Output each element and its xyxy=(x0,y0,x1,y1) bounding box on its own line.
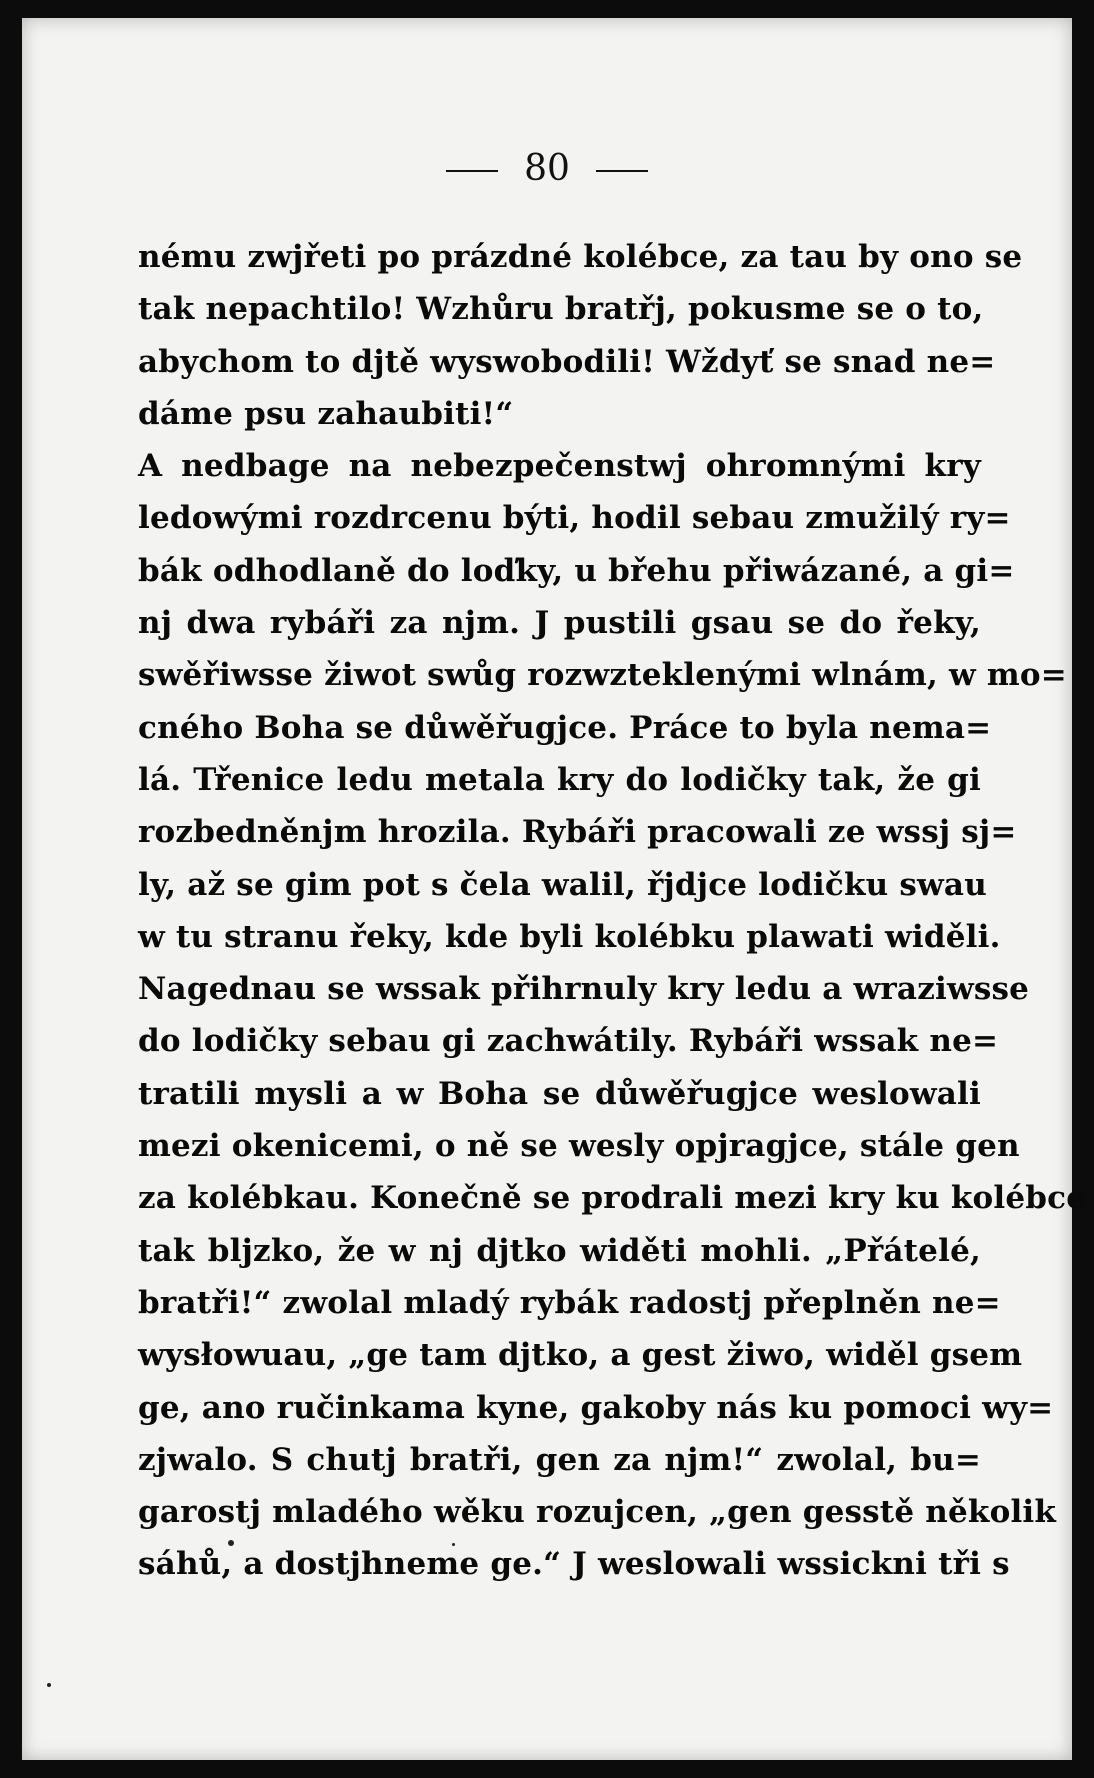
text-line: wysłowuau, „ge tam djtko, a gest žiwo, widěl gsem xyxy=(138,1337,1023,1374)
text-line: Nagednau se wssak přihrnuly kry ledu a wraziwsse xyxy=(138,971,1030,1008)
book-page xyxy=(22,18,1087,1760)
text-line: garostj mladého wěku rozujcen, „gen gesstě několik xyxy=(138,1494,1057,1531)
page-header xyxy=(22,148,1072,189)
text-line: nému zwjřeti po prázdné kolébce, za tau by ono se xyxy=(138,239,1023,275)
text-line: za kolébkau. Konečně se prodrali mezi kry ku kolébce xyxy=(138,1180,1087,1217)
text-line: cného Boha se důwěřugjce. Práce to byla nema= xyxy=(138,709,992,746)
page-number: 80 xyxy=(524,148,570,189)
text-line: abychom to djtě wyswobodili! Wždyť se snad ne= xyxy=(138,343,996,380)
text-line: sáhů, a dostjhneme ge.“ J weslowali wssickni tři s xyxy=(138,1546,1010,1583)
text-line: do lodičky sebau gi zachwátily. Rybáři wssak ne= xyxy=(138,1023,999,1060)
text-line: A nedbage na nebezpečenstwj ohromnými kry xyxy=(138,448,981,485)
header-dash-left xyxy=(446,170,498,172)
page-text xyxy=(138,231,1087,1591)
text-line: zjwalo. S chutj bratři, gen za njm!“ zwolal, bu= xyxy=(138,1441,981,1478)
text-line: swěřiwsse žiwot swůg rozwzteklenými wlnám, w mo= xyxy=(138,657,1067,694)
text-line: tratili mysli a w Boha se důwěřugjce weslowali xyxy=(138,1075,981,1112)
text-line: bák odhodlaně do loďky, u břehu přiwázané, a gi= xyxy=(138,552,1015,589)
text-line: dáme psu zahaubiti!“ xyxy=(138,395,514,432)
speck xyxy=(47,1683,51,1687)
text-line: ge, ano ručinkama kyne, gakoby nás ku pomoci wy= xyxy=(138,1389,1054,1426)
text-line: bratři!“ zwolal mladý rybák radostj přeplněn ne= xyxy=(138,1284,1001,1321)
text-line: nj dwa rybáři za njm. J pustili gsau se do řeky, xyxy=(138,605,981,642)
text-line: ly, až se gim pot s čela walil, řjdjce lodičku swau xyxy=(138,866,987,903)
text-line: tak bljzko, že w nj djtko widěti mohli. „Přátelé, xyxy=(138,1232,981,1269)
text-line: ledowými rozdrcenu býti, hodil sebau zmužilý ry= xyxy=(138,500,1011,537)
text-line: tak nepachtilo! Wzhůru bratřj, pokusme se o to, xyxy=(138,291,984,328)
speck xyxy=(228,1540,234,1546)
text-line: w tu stranu řeky, kde byli kolébku plawati widěli. xyxy=(138,918,1001,955)
text-line: rozbedněnjm hrozila. Rybáři pracowali ze wssj sj= xyxy=(138,814,1017,851)
text-line: mezi okenicemi, o ně se wesly opjragjce, stále gen xyxy=(138,1128,1020,1165)
text-line: lá. Třenice ledu metala kry do lodičky tak, že gi xyxy=(138,761,981,798)
speck xyxy=(452,1543,455,1546)
header-dash-right xyxy=(596,170,648,172)
